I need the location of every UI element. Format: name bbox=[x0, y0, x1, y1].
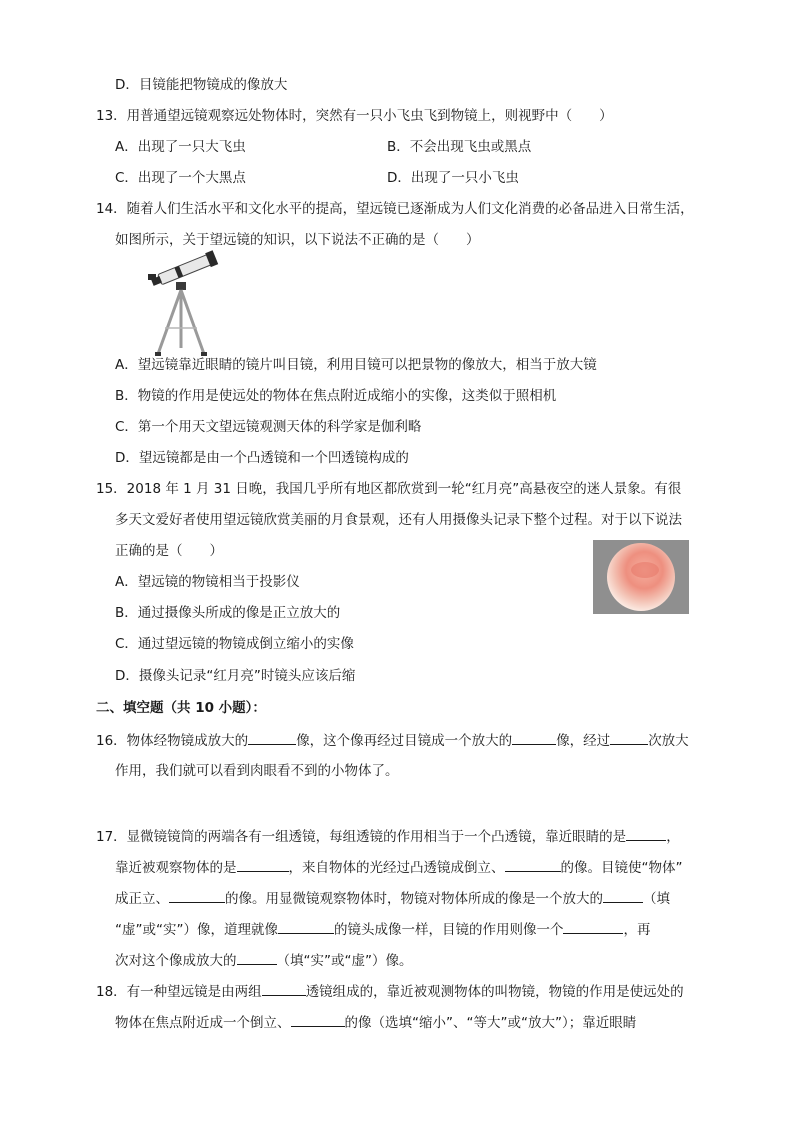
q17-text: 的像。目镜使“物体” bbox=[560, 860, 683, 876]
answer-blank[interactable] bbox=[169, 888, 225, 903]
answer-blank[interactable] bbox=[626, 826, 666, 841]
q17-line3 bbox=[115, 888, 670, 909]
answer-blank[interactable] bbox=[563, 919, 623, 934]
q16-text-1: 16．物体经物镜成放大的 bbox=[96, 733, 249, 749]
q13-option-d: D．出现了一只小飞虫 bbox=[387, 170, 519, 186]
red-moon-image bbox=[593, 540, 689, 614]
q17-text: ，再 bbox=[623, 922, 651, 938]
q17-line1 bbox=[96, 826, 680, 847]
answer-blank[interactable] bbox=[610, 730, 648, 745]
q15-option-b: B．通过摄像头所成的像是正立放大的 bbox=[115, 605, 341, 621]
answer-blank[interactable] bbox=[512, 730, 556, 745]
q18-text: 透镜组成的，靠近被观测物体的叫物镜，物镜的作用是使远处的 bbox=[305, 984, 684, 1000]
answer-blank[interactable] bbox=[237, 857, 289, 872]
q18-line1 bbox=[96, 981, 684, 1002]
q14-option-d: D．望远镜都是由一个凸透镜和一个凹透镜构成的 bbox=[115, 450, 409, 466]
q14-option-c: C．第一个用天文望远镜观测天体的科学家是伽利略 bbox=[115, 419, 422, 435]
q18-text: 的像（选填“缩小”、“等大”或“放大”）；靠近眼睛 bbox=[344, 1015, 637, 1031]
q17-line5 bbox=[115, 950, 412, 971]
answer-blank[interactable] bbox=[262, 981, 306, 996]
q13-option-b: B．不会出现飞虫或黑点 bbox=[387, 139, 532, 155]
q12-option-d: D．目镜能把物镜成的像放大 bbox=[115, 77, 288, 93]
q14-option-a: A．望远镜靠近眼睛的镜片叫目镜，利用目镜可以把景物的像放大，相当于放大镜 bbox=[115, 357, 597, 373]
answer-blank[interactable] bbox=[505, 857, 561, 872]
q17-text: 的像。用显微镜观察物体时，物镜对物体所成的像是一个放大的 bbox=[225, 891, 603, 907]
q17-text: 次对这个像成放大的 bbox=[115, 953, 237, 969]
q17-text: （填 bbox=[643, 891, 670, 907]
q15-option-c: C．通过望远镜的物镜成倒立缩小的实像 bbox=[115, 636, 354, 652]
q18-text: 物体在焦点附近成一个倒立、 bbox=[115, 1015, 291, 1031]
answer-blank[interactable] bbox=[603, 888, 643, 903]
q16-line1 bbox=[96, 730, 689, 751]
q18-line2 bbox=[115, 1012, 636, 1033]
q15-stem-line1: 15．2018 年 1 月 31 日晚，我国几乎所有地区都欣赏到一轮“红月亮”高悬夜空的迷人景象。有很 bbox=[96, 481, 682, 497]
q14-stem-line1: 14．随着人们生活水平和文化水平的提高，望远镜已逐渐成为人们文化消费的必备品进入日常生活， bbox=[96, 201, 694, 217]
q17-text: 的镜头成像一样，目镜的作用则像一个 bbox=[333, 922, 564, 938]
q13-option-c: C．出现了一个大黑点 bbox=[115, 170, 246, 186]
q17-line4 bbox=[115, 919, 650, 940]
q13-option-a: A．出现了一只大飞虫 bbox=[115, 139, 246, 155]
q15-stem-line3: 正确的是（ ） bbox=[115, 543, 223, 559]
q17-line2 bbox=[115, 857, 683, 878]
q16-text-2: 像，这个像再经过目镜成一个放大的 bbox=[296, 733, 513, 749]
answer-blank[interactable] bbox=[278, 919, 334, 934]
q16-line2: 作用，我们就可以看到肉眼看不到的小物体了。 bbox=[115, 763, 399, 779]
q13-stem: 13．用普通望远镜观察远处物体时，突然有一只小飞虫飞到物镜上，则视野中（ ） bbox=[96, 108, 613, 124]
answer-blank[interactable] bbox=[248, 730, 296, 745]
telescope-image bbox=[140, 248, 230, 358]
q15-stem-line2: 多天文爱好者使用望远镜欣赏美丽的月食景观，还有人用摄像头记录下整个过程。对于以下说法 bbox=[115, 512, 682, 528]
section-heading-fill-blank: 二、填空题（共 10 小题）： bbox=[96, 700, 266, 716]
q17-text: “虚”或“实”）像，道理就像 bbox=[115, 922, 278, 938]
q17-text: 成正立、 bbox=[115, 891, 169, 907]
q15-option-a: A．望远镜的物镜相当于投影仪 bbox=[115, 574, 300, 590]
q14-stem-line2: 如图所示，关于望远镜的知识，以下说法不正确的是（ ） bbox=[115, 232, 480, 248]
q16-text-4: 次放大 bbox=[648, 733, 689, 749]
q18-text: 18．有一种望远镜是由两组 bbox=[96, 984, 262, 1000]
q17-text: ， bbox=[666, 829, 680, 845]
q15-option-d: D．摄像头记录“红月亮”时镜头应该后缩 bbox=[115, 668, 356, 684]
q17-text: ，来自物体的光经过凸透镜成倒立、 bbox=[288, 860, 505, 876]
answer-blank[interactable] bbox=[291, 1012, 345, 1027]
q17-text: （填“实”或“虚”）像。 bbox=[276, 953, 413, 969]
q16-text-3: 像，经过 bbox=[556, 733, 611, 749]
q17-text: 靠近被观察物体的是 bbox=[115, 860, 237, 876]
answer-blank[interactable] bbox=[237, 950, 277, 965]
q17-text: 17．显微镜镜筒的两端各有一组透镜，每组透镜的作用相当于一个凸透镜，靠近眼睛的是 bbox=[96, 829, 627, 845]
q14-option-b: B．物镜的作用是使远处的物体在焦点附近成缩小的实像，这类似于照相机 bbox=[115, 388, 557, 404]
